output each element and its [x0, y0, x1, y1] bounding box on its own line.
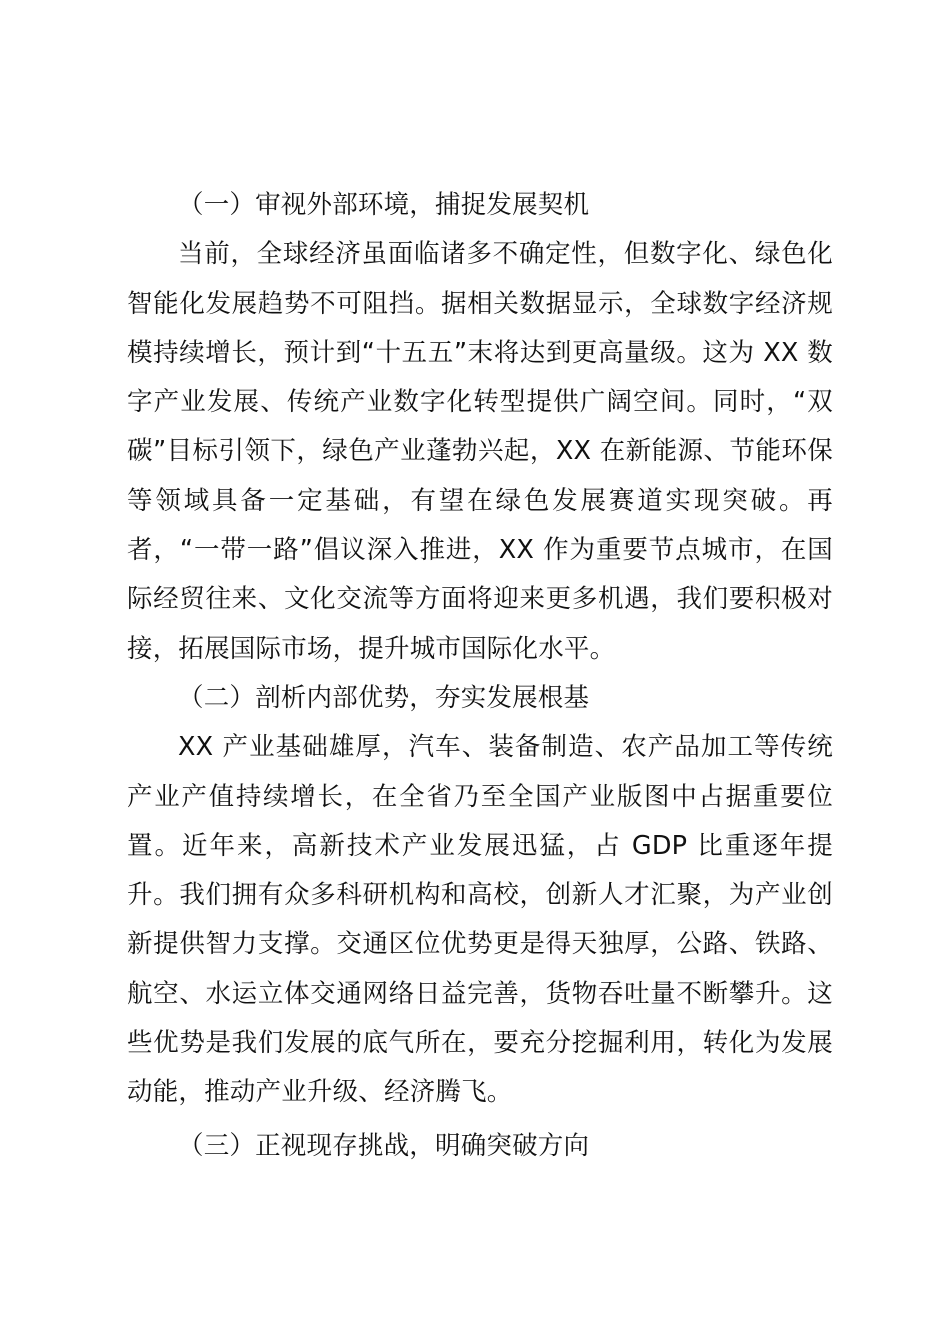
- section-heading-1: （一）审视外部环境，捕捉发展契机: [178, 190, 590, 220]
- section-heading-2: （二）剖析内部优势，夯实发展根基: [178, 682, 590, 713]
- section-paragraph-2: XX 产业基础雄厚，汽车、装备制造、农产品加工等传统产业产值持续增长，在全省乃至全国产业版图中占据重要位置。近年来，高新技术产业发展迅猛，占 GDP 比重逐年提升。我们拥有众多科研机构和高校，创新人才汇聚，为产业创新提供智力支撑。交通区位优势更是得天独厚，公路、铁路、航空、水运立体交通网络日益完善，货物吞吐量不断攀升。这些优势是我们发展的底气所在，要充分挖掘利用，转化为发展动能，推动产业升级、经济腾飞。: [127, 732, 833, 1108]
- document-body: [127, 181, 833, 1171]
- section-heading-3: （三）正视现存挑战，明确突破方向: [178, 1130, 590, 1161]
- section-paragraph-1: 当前，全球经济虽面临诸多不确定性，但数字化、绿色化智能化发展趋势不可阻挡。据相关数据显示，全球数字经济规模持续增长，预计到“十五五”末将达到更高量级。这为 XX 数字产业发展、传统产业数字化转型提供广阔空间。同时，“双碳”目标引领下，绿色产业蓬勃兴起，XX 在新能源、节能环保等领域具备一定基础，有望在绿色发展赛道实现突破。再者，“一带一路”倡议深入推进，XX 作为重要节点城市，在国际经贸往来、文化交流等方面将迎来更多机遇，我们要积极对接，拓展国际市场，提升城市国际化水平。: [127, 239, 833, 664]
